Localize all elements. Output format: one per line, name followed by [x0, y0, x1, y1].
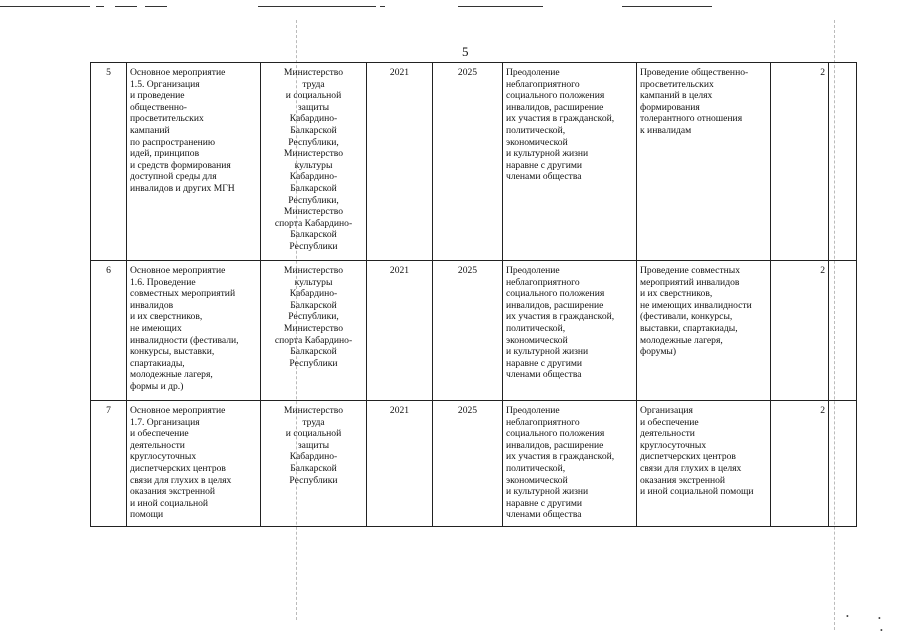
expected-result-cell: Преодоление неблагоприятного социального положения инвалидов, расширение их участия в гражданской, политической, экономической и культурной жизни наравне с другими членами общества [503, 63, 637, 261]
row-number: 6 [91, 261, 127, 401]
table-row [91, 261, 857, 401]
executor-cell: Министерство труда и социальной защиты Кабардино- Балкарской Республики, Министерство культуры Кабардино- Балкарской Республики, Министерство спорта Кабардино- Балкарской Республики [261, 63, 367, 261]
end-year-cell: 2025 [433, 63, 503, 261]
scan-artifact-line [115, 6, 137, 7]
expected-result-cell: Преодоление неблагоприятного социального положения инвалидов, расширение их участия в гражданской, политической, экономической и культурной жизни наравне с другими членами общества [503, 401, 637, 527]
executor-cell: Министерство культуры Кабардино- Балкарской Республики, Министерство спорта Кабардино- Балкарской Республики [261, 261, 367, 401]
event-name-cell: Основное мероприятие 1.7. Организация и обеспечение деятельности круглосуточных диспетчерских центров связи для глухих в целях оказания экстренной и иной социальной помощи [127, 401, 261, 527]
program-activities-table [90, 62, 857, 527]
activity-description-cell: Проведение совместных мероприятий инвалидов и их сверстников, не имеющих инвалидности (фестивали, конкурсы, выставки, спартакиады, молодежные лагеря, форумы) [637, 261, 771, 401]
scan-artifact-line [458, 6, 543, 7]
executor-cell: Министерство труда и социальной защиты Кабардино- Балкарской Республики [261, 401, 367, 527]
expected-result-cell: Преодоление неблагоприятного социального положения инвалидов, расширение их участия в гражданской, политической, экономической и культурной жизни наравне с другими членами общества [503, 261, 637, 401]
page-number: 5 [462, 44, 469, 59]
scan-artifact-line [380, 6, 385, 7]
activity-description-cell: Проведение общественно- просветительских кампаний в целях формирования толерантного отношения к инвалидам [637, 63, 771, 261]
indicator-ref-cell: 2 [771, 401, 829, 527]
start-year-cell: 2021 [367, 401, 433, 527]
scan-speck: • [846, 612, 849, 621]
empty-cell [829, 401, 857, 527]
table-row [91, 401, 857, 527]
scan-artifact-line [258, 6, 376, 7]
scan-speck: • [878, 614, 881, 623]
start-year-cell: 2021 [367, 63, 433, 261]
event-name-cell: Основное мероприятие 1.6. Проведение совместных мероприятий инвалидов и их сверстников, не имеющих инвалидности (фестивали, конкурсы, выставки, спартакиады, молодежные лагеря, формы и др.) [127, 261, 261, 401]
end-year-cell: 2025 [433, 261, 503, 401]
scan-artifact-line [0, 6, 90, 7]
table-row [91, 63, 857, 261]
activity-description-cell: Организация и обеспечение деятельности круглосуточных диспетчерских центров связи для глухих в целях оказания экстренной и иной социальной помощи [637, 401, 771, 527]
event-name-cell: Основное мероприятие 1.5. Организация и проведение общественно- просветительских кампаний по распространению идей, принципов и средств формирования доступной среды для инвалидов и других МГН [127, 63, 261, 261]
scan-speck: • [880, 626, 883, 635]
scan-artifact-line [622, 6, 712, 7]
indicator-ref-cell: 2 [771, 63, 829, 261]
row-number: 5 [91, 63, 127, 261]
empty-cell [829, 261, 857, 401]
scan-artifact-line [96, 6, 104, 7]
end-year-cell: 2025 [433, 401, 503, 527]
start-year-cell: 2021 [367, 261, 433, 401]
empty-cell [829, 63, 857, 261]
indicator-ref-cell: 2 [771, 261, 829, 401]
scan-artifact-line [145, 6, 167, 7]
row-number: 7 [91, 401, 127, 527]
